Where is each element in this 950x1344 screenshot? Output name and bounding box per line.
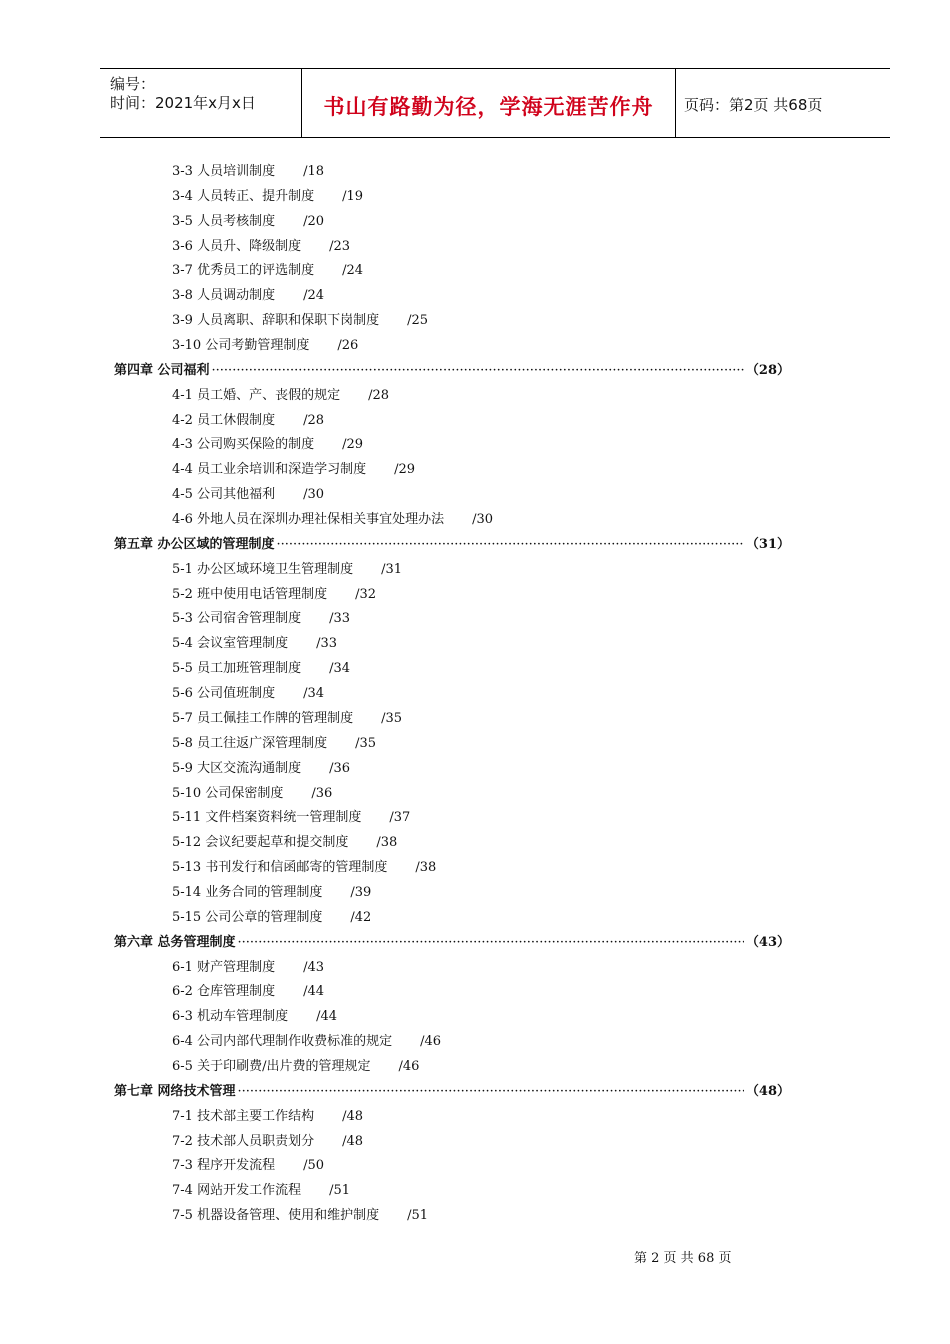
toc-item-title: 5-4 会议室管理制度 [172, 636, 289, 652]
toc-chapter [114, 1082, 790, 1102]
header-motto: 书山有路勤为径，学海无涯苦作舟 [323, 95, 654, 119]
toc-chapter-title: 第六章 总务管理制度 [114, 934, 236, 950]
toc-item [172, 460, 415, 480]
toc-item [172, 908, 371, 928]
toc-leader-dots [238, 933, 744, 953]
toc-item [172, 709, 402, 729]
toc-item-page: /36 [311, 785, 333, 801]
toc-item [172, 1007, 337, 1027]
toc-item-title: 5-2 班中使用电话管理制度 [172, 586, 328, 602]
toc-chapter [114, 933, 790, 953]
toc-item [172, 609, 350, 629]
toc-item-page: /28 [368, 387, 389, 403]
toc-item-title: 3-8 人员调动制度 [172, 288, 276, 304]
toc-item-page: /44 [316, 1009, 337, 1025]
header-page-info: 页码：第2页 共68页 [684, 96, 823, 114]
toc-item [172, 734, 376, 754]
toc-item-title: 6-1 财产管理制度 [172, 959, 276, 975]
toc-item-page: /43 [303, 959, 324, 975]
toc-item-page: /25 [407, 313, 428, 329]
toc-item-page: /24 [342, 263, 363, 279]
toc-item [172, 187, 363, 207]
toc-item-page: /36 [329, 760, 350, 776]
toc-item-page: /38 [376, 835, 398, 851]
toc-item-page: /30 [303, 487, 324, 503]
toc-item-page: /20 [303, 213, 324, 229]
header-motto-cell [302, 69, 676, 137]
toc-item-title: 3-10 公司考勤管理制度 [172, 338, 310, 354]
toc-item-page: /33 [329, 611, 350, 627]
toc-item [172, 958, 324, 978]
toc-item [172, 883, 371, 903]
toc-item-title: 5-11 文件档案资料统一管理制度 [172, 810, 362, 826]
toc-leader-dots [277, 535, 744, 555]
toc-item-title: 6-2 仓库管理制度 [172, 984, 276, 1000]
toc-item [172, 1206, 428, 1226]
toc-item-page: /30 [472, 512, 493, 528]
toc-item-page: /39 [350, 884, 372, 900]
toc-item-page: /34 [329, 661, 350, 677]
toc-item [172, 560, 402, 580]
toc-item [172, 634, 337, 654]
toc-item-title: 5-5 员工加班管理制度 [172, 661, 302, 677]
toc-item-title: 6-5 关于印刷费/出片费的管理规定 [172, 1058, 371, 1074]
toc-item-title: 4-2 员工休假制度 [172, 412, 276, 428]
document-header [100, 68, 890, 138]
toc-item [172, 759, 350, 779]
toc-item [172, 311, 428, 331]
toc-item-page: /50 [303, 1158, 324, 1174]
toc-item [172, 1057, 419, 1077]
toc-item-title: 4-6 外地人员在深圳办理社保相关事宜处理办法 [172, 512, 445, 528]
toc-chapter-title: 第五章 办公区域的管理制度 [114, 536, 275, 552]
header-meta-cell [100, 69, 302, 137]
toc-item [172, 286, 324, 306]
toc-item [172, 1107, 363, 1127]
toc-item-title: 5-15 公司公章的管理制度 [172, 909, 323, 925]
toc-item-title: 5-6 公司值班制度 [172, 686, 276, 702]
toc-item [172, 411, 324, 431]
toc-item-page: /29 [342, 437, 363, 453]
toc-item [172, 808, 410, 828]
toc-item [172, 858, 436, 878]
document-number-label: 编号： [110, 75, 156, 93]
toc-item [172, 684, 324, 704]
toc-item [172, 1156, 324, 1176]
toc-item [172, 510, 493, 530]
toc-item-page: /26 [337, 338, 359, 354]
toc-item-page: /51 [329, 1183, 350, 1199]
toc-item-title: 4-5 公司其他福利 [172, 487, 276, 503]
toc-item [172, 237, 350, 257]
toc-item [172, 1132, 363, 1152]
toc-chapter-page: （28） [745, 362, 790, 378]
toc-chapter [114, 535, 790, 555]
toc-item-page: /34 [303, 686, 324, 702]
toc-item [172, 833, 397, 853]
toc-item [172, 435, 363, 455]
toc-item-title: 5-14 业务合同的管理制度 [172, 884, 323, 900]
toc-item-title: 5-13 书刊发行和信函邮寄的管理制度 [172, 860, 388, 876]
toc-item-title: 4-3 公司购买保险的制度 [172, 437, 315, 453]
toc-item [172, 336, 358, 356]
toc-item-title: 5-3 公司宿舍管理制度 [172, 611, 302, 627]
toc-item-title: 5-1 办公区域环境卫生管理制度 [172, 561, 354, 577]
toc-item [172, 162, 324, 182]
toc-item-title: 6-3 机动车管理制度 [172, 1009, 289, 1025]
toc-item [172, 1181, 350, 1201]
toc-item-title: 7-3 程序开发流程 [172, 1158, 276, 1174]
toc-item-page: /23 [329, 238, 350, 254]
toc-item-title: 3-6 人员升、降级制度 [172, 238, 302, 254]
toc-item [172, 1032, 441, 1052]
toc-item [172, 659, 350, 679]
toc-leader-dots [212, 361, 744, 381]
toc-item-page: /44 [303, 984, 324, 1000]
toc-item-title: 4-1 员工婚、产、丧假的规定 [172, 387, 341, 403]
toc-item-page: /46 [420, 1034, 441, 1050]
toc-leader-dots [238, 1082, 744, 1102]
toc-item-title: 3-3 人员培训制度 [172, 164, 276, 179]
toc-item-title: 6-4 公司内部代理制作收费标准的规定 [172, 1034, 393, 1050]
toc-item [172, 386, 389, 406]
toc-item-page: /42 [350, 909, 372, 925]
toc-item-page: /31 [381, 561, 402, 577]
toc-item-page: /51 [407, 1208, 428, 1224]
toc-item [172, 261, 363, 281]
toc-item [172, 485, 324, 505]
toc-item-page: /19 [342, 188, 363, 204]
toc-item-page: /37 [389, 810, 411, 826]
toc-item-title: 5-12 会议纪要起草和提交制度 [172, 835, 349, 851]
toc-item-title: 5-10 公司保密制度 [172, 785, 284, 801]
toc-item-page: /38 [415, 860, 437, 876]
toc-chapter-page: （48） [745, 1083, 790, 1099]
toc-item-page: /32 [355, 586, 376, 602]
toc-item-title: 7-2 技术部人员职责划分 [172, 1133, 315, 1149]
toc-chapter-page: （43） [745, 934, 790, 950]
toc-chapter-title: 第四章 公司福利 [114, 362, 210, 378]
toc-item-page: /48 [342, 1133, 363, 1149]
page-footer: 第 2 页 共 68 页 [634, 1251, 732, 1266]
toc-item-page: /46 [398, 1058, 420, 1074]
toc-item-page: /48 [342, 1108, 363, 1124]
toc-item-title: 7-4 网站开发工作流程 [172, 1183, 302, 1199]
toc-chapter [114, 361, 790, 381]
toc-item-page: /33 [316, 636, 337, 652]
toc-item-title: 7-5 机器设备管理、使用和维护制度 [172, 1208, 380, 1224]
toc-item [172, 585, 376, 605]
toc-item-title: 5-9 大区交流沟通制度 [172, 760, 302, 776]
document-time-label: 时间：2021年x月x日 [110, 94, 256, 112]
toc-item-title: 4-4 员工业余培训和深造学习制度 [172, 462, 367, 478]
toc-item-page: /28 [303, 412, 324, 428]
toc-item-title: 5-8 员工往返广深管理制度 [172, 735, 328, 751]
toc-item-page: /35 [355, 735, 376, 751]
toc-chapter-title: 第七章 网络技术管理 [114, 1083, 236, 1099]
toc-item [172, 982, 324, 1002]
toc-item-page: /24 [303, 288, 324, 304]
toc-item-title: 3-4 人员转正、提升制度 [172, 188, 315, 204]
header-page-cell [676, 69, 890, 137]
toc-item [172, 784, 332, 804]
toc-item [172, 212, 324, 232]
toc-item-title: 7-1 技术部主要工作结构 [172, 1108, 315, 1124]
toc-item-title: 5-7 员工佩挂工作牌的管理制度 [172, 710, 354, 726]
toc-item-title: 3-5 人员考核制度 [172, 213, 276, 229]
toc-item-page: /35 [381, 710, 402, 726]
toc-item-title: 3-7 优秀员工的评选制度 [172, 263, 315, 279]
toc-chapter-page: （31） [745, 536, 790, 552]
toc-item-page: /29 [394, 462, 415, 478]
toc-item-page: /18 [303, 164, 324, 179]
toc-item-title: 3-9 人员离职、辞职和保职下岗制度 [172, 313, 380, 329]
